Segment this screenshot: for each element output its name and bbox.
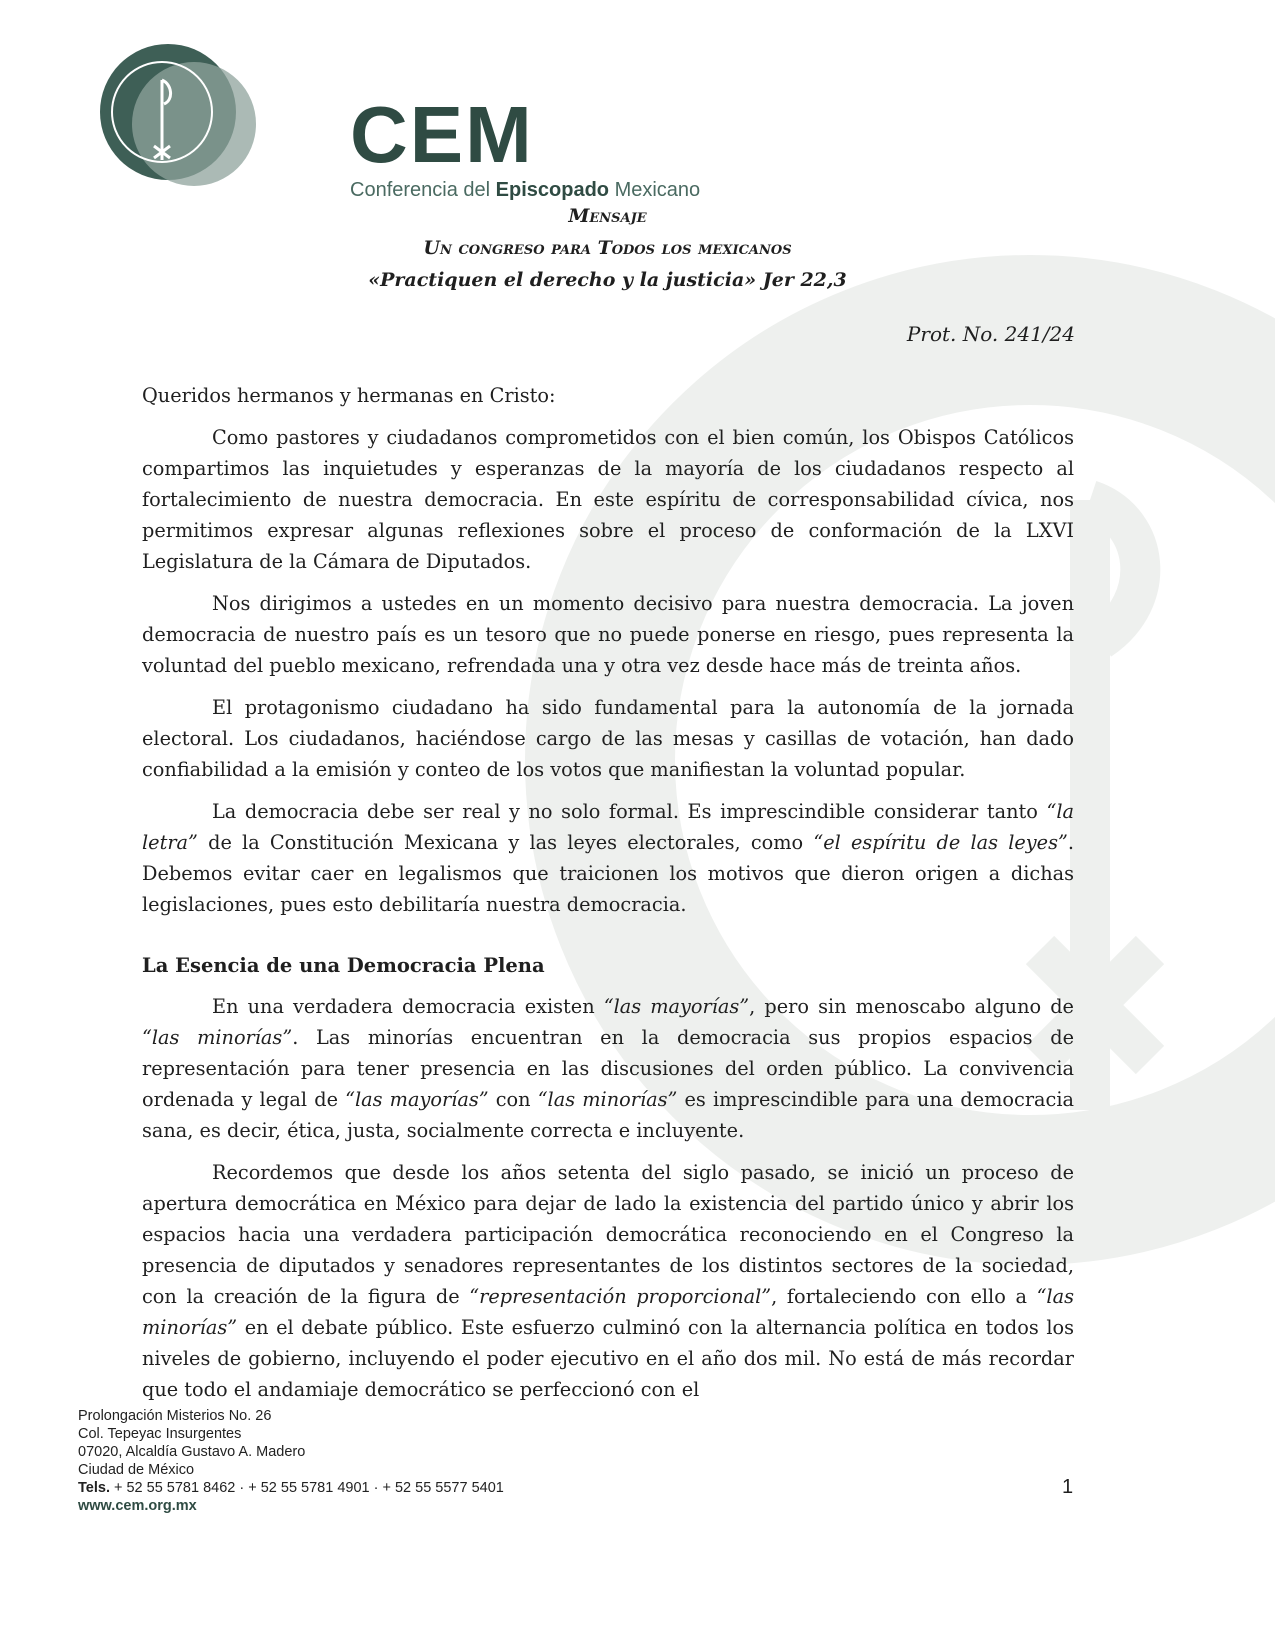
paragraph-3: El protagonismo ciudadano ha sido fundamental para la autonomía de la jornada electoral. Los ciudadanos, haciéndose cargo de las mesas y casillas de votación, han dado confiabilidad a la emisión y conteo de los votos que manifiestan la voluntad popular.: [142, 696, 1074, 781]
address-line-3: 07020, Alcaldía Gustavo A. Madero: [78, 1444, 306, 1460]
protocol-number: Prot. No. 241/24: [906, 322, 1075, 346]
title-line-3: «Practiquen el derecho y la justicia» Jer 22,3: [368, 269, 847, 291]
paragraph-5: En una verdadera democracia existen “las mayorías”, pero sin menoscabo alguno de “las minorías”. Las minorías encuentran en la democracia sus propios espacios de representación para tener presencia en las discusiones del orden público. La convivencia ordenada y legal de “las mayorías” con “las minorías” es imprescindible para una democracia sana, es decir, ética, justa, socialmente correcta e incluyente.: [142, 995, 1074, 1142]
greeting: Queridos hermanos y hermanas en Cristo:: [142, 384, 556, 407]
message-title: [140, 200, 1075, 296]
website-link[interactable]: www.cem.org.mx: [78, 1498, 197, 1514]
paragraph-4: La democracia debe ser real y no solo formal. Es imprescindible considerar tanto “la letra” de la Constitución Mexicana y las leyes electorales, como “el espíritu de las leyes”. Debemos evitar caer en legalismos que traicionen los motivos que dieron origen a dichas legislaciones, pues esto debilitaría nuestra democracia.: [142, 800, 1074, 916]
cem-logo: [90, 40, 701, 201]
paragraph-6: Recordemos que desde los años setenta del siglo pasado, se inició un proceso de apertura democrática en México para dejar de lado la existencia del partido único y abrir los espacios hacia una verdadera participación democrática reconociendo en el Congreso la presencia de diputados y senadores representantes de los distintos sectores de la sociedad, con la creación de la figura de “representación proporcional”, fortaleciendo con ello a “las minorías” en el debate público. Este esfuerzo culminó con la alternancia política en todos los niveles de gobierno, incluyendo el poder ejecutivo en el año dos mil. No está de más recordar que todo el andamiaje democrático se perfeccionó con el: [142, 1161, 1074, 1401]
logo-subtitle: Conferencia del Episcopado Mexicano: [350, 179, 701, 201]
page-number: 1: [1062, 1476, 1074, 1498]
paragraph-2: Nos dirigimos a ustedes en un momento decisivo para nuestra democracia. La joven democracia de nuestro país es un tesoro que no puede ponerse en riesgo, pues representa la voluntad del pueblo mexicano, refrendada una y otra vez desde hace más de treinta años.: [142, 592, 1074, 677]
phone-numbers: Tels. + 52 55 5781 8462 · + 52 55 5781 4901 · + 52 55 5577 5401: [78, 1480, 504, 1496]
letter-body: [142, 380, 1074, 1416]
title-line-2: Un congreso para Todos los mexicanos: [423, 237, 792, 259]
address-line-1: Prolongación Misterios No. 26: [78, 1408, 272, 1424]
footer-address: [78, 1407, 504, 1515]
address-line-2: Col. Tepeyac Insurgentes: [78, 1426, 242, 1442]
paragraph-1: Como pastores y ciudadanos comprometidos con el bien común, los Obispos Católicos compartimos las inquietudes y esperanzas de la mayoría de los ciudadanos respecto al fortalecimiento de nuestra democracia. En este espíritu de corresponsabilidad cívica, nos permitimos expresar algunas reflexiones sobre el proceso de conformación de la LXVI Legislatura de la Cámara de Diputados.: [142, 426, 1074, 573]
section-heading: La Esencia de una Democracia Plena: [142, 954, 545, 977]
cem-emblem-icon: [90, 40, 260, 190]
title-line-1: Mensaje: [568, 205, 647, 227]
address-line-4: Ciudad de México: [78, 1462, 195, 1478]
logo-acronym: CEM: [350, 90, 534, 179]
